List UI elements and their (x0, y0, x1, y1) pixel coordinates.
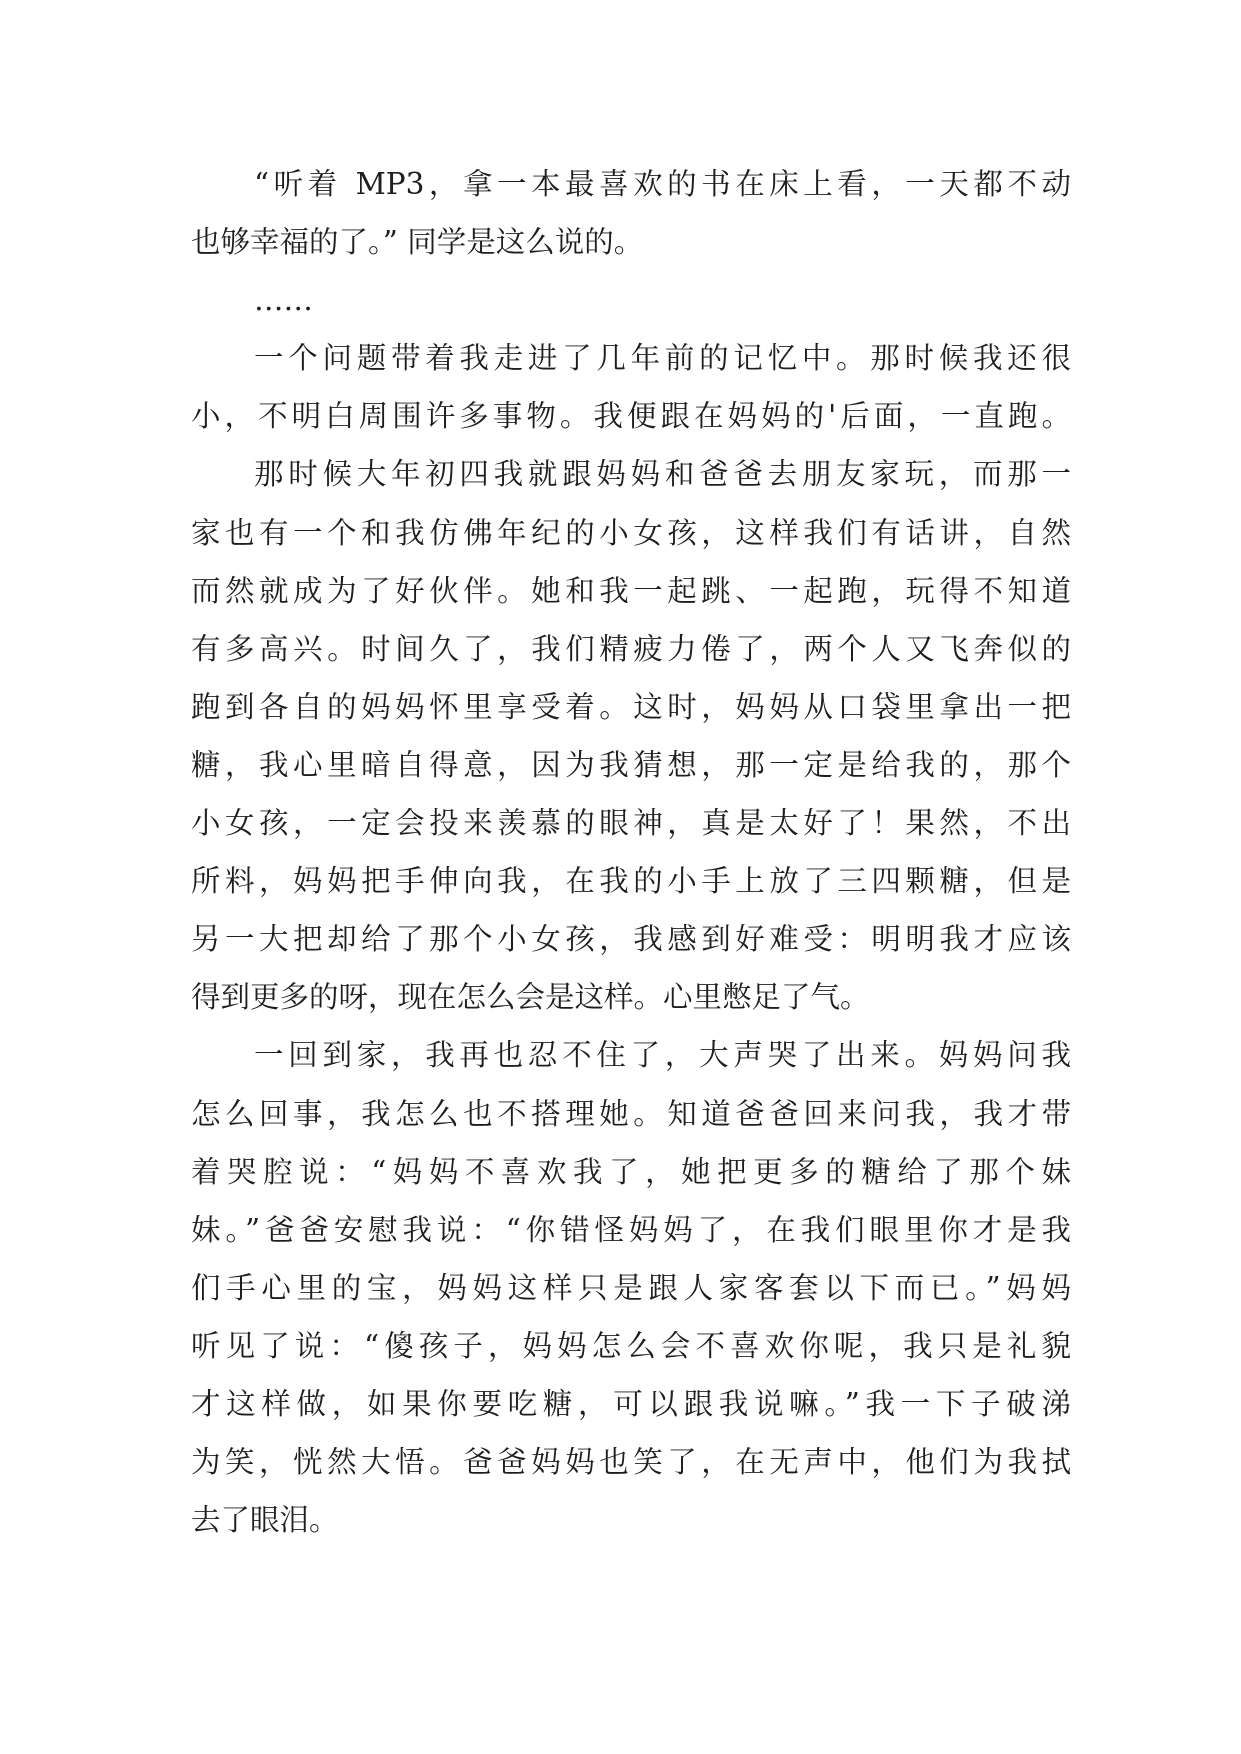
text-line: 跑到各自的妈妈怀里享受着。这时，妈妈从口袋里拿出一把 (191, 689, 1071, 724)
text-line: 一个问题带着我走进了几年前的记忆中。那时候我还很 (254, 341, 1071, 376)
text-line: 为笑，恍然大悟。爸爸妈妈也笑了，在无声中，他们为我拭 (191, 1445, 1071, 1480)
text-line: “听着 MP3，拿一本最喜欢的书在床上看，一天都不动 (254, 167, 1071, 201)
text-line: 们手心里的宝，妈妈这样只是跟人家客套以下而已。”妈妈 (191, 1270, 1071, 1305)
text-line: 才这样做，如果你要吃糖，可以跟我说嘛。”我一下子破涕 (191, 1386, 1071, 1421)
text-line: 小女孩，一定会投来羡慕的眼神，真是太好了！果然，不出 (191, 806, 1071, 841)
text-line: 所料，妈妈把手伸向我，在我的小手上放了三四颗糖，但是 (191, 864, 1071, 899)
text-line: 听见了说：“傻孩子，妈妈怎么会不喜欢你呢，我只是礼貌 (191, 1328, 1071, 1363)
text-line: 也够幸福的了。” 同学是这么说的。 (191, 225, 644, 260)
text-line: 一回到家，我再也忍不住了，大声哭了出来。妈妈问我 (254, 1038, 1071, 1073)
ellipsis-line: …… (254, 283, 313, 318)
text-line: 小，不明白周围许多事物。我便跟在妈妈的'后面，一直跑。 (191, 399, 1071, 434)
text-line: 家也有一个和我仿佛年纪的小女孩，这样我们有话讲，自然 (191, 515, 1071, 550)
text-line: 另一大把却给了那个小女孩，我感到好难受：明明我才应该 (191, 922, 1071, 957)
text-line: 得到更多的呀，现在怎么会是这样。心里憋足了气。 (191, 980, 870, 1015)
text-line: 有多高兴。时间久了，我们精疲力倦了，两个人又飞奔似的 (191, 631, 1071, 666)
document-body (191, 155, 1071, 1549)
text-line: 而然就成为了好伙伴。她和我一起跳、一起跑，玩得不知道 (191, 573, 1071, 608)
paragraph-new-year-visit (191, 445, 1071, 1026)
paragraph-back-home (191, 1026, 1071, 1549)
text-line: 那时候大年初四我就跟妈妈和爸爸去朋友家玩，而那一 (254, 457, 1071, 492)
text-line: 去了眼泪。 (191, 1503, 339, 1538)
paragraph-ellipsis (191, 271, 1071, 329)
text-line: 着哭腔说：“妈妈不喜欢我了，她把更多的糖给了那个妹 (191, 1154, 1071, 1189)
text-line: 糖，我心里暗自得意，因为我猜想，那一定是给我的，那个 (191, 747, 1071, 782)
text-line: 怎么回事，我怎么也不搭理她。知道爸爸回来问我，我才带 (191, 1096, 1071, 1131)
paragraph-memory (191, 329, 1071, 445)
text-line: 妹。”爸爸安慰我说：“你错怪妈妈了，在我们眼里你才是我 (191, 1212, 1071, 1247)
paragraph-mp3 (191, 155, 1071, 271)
